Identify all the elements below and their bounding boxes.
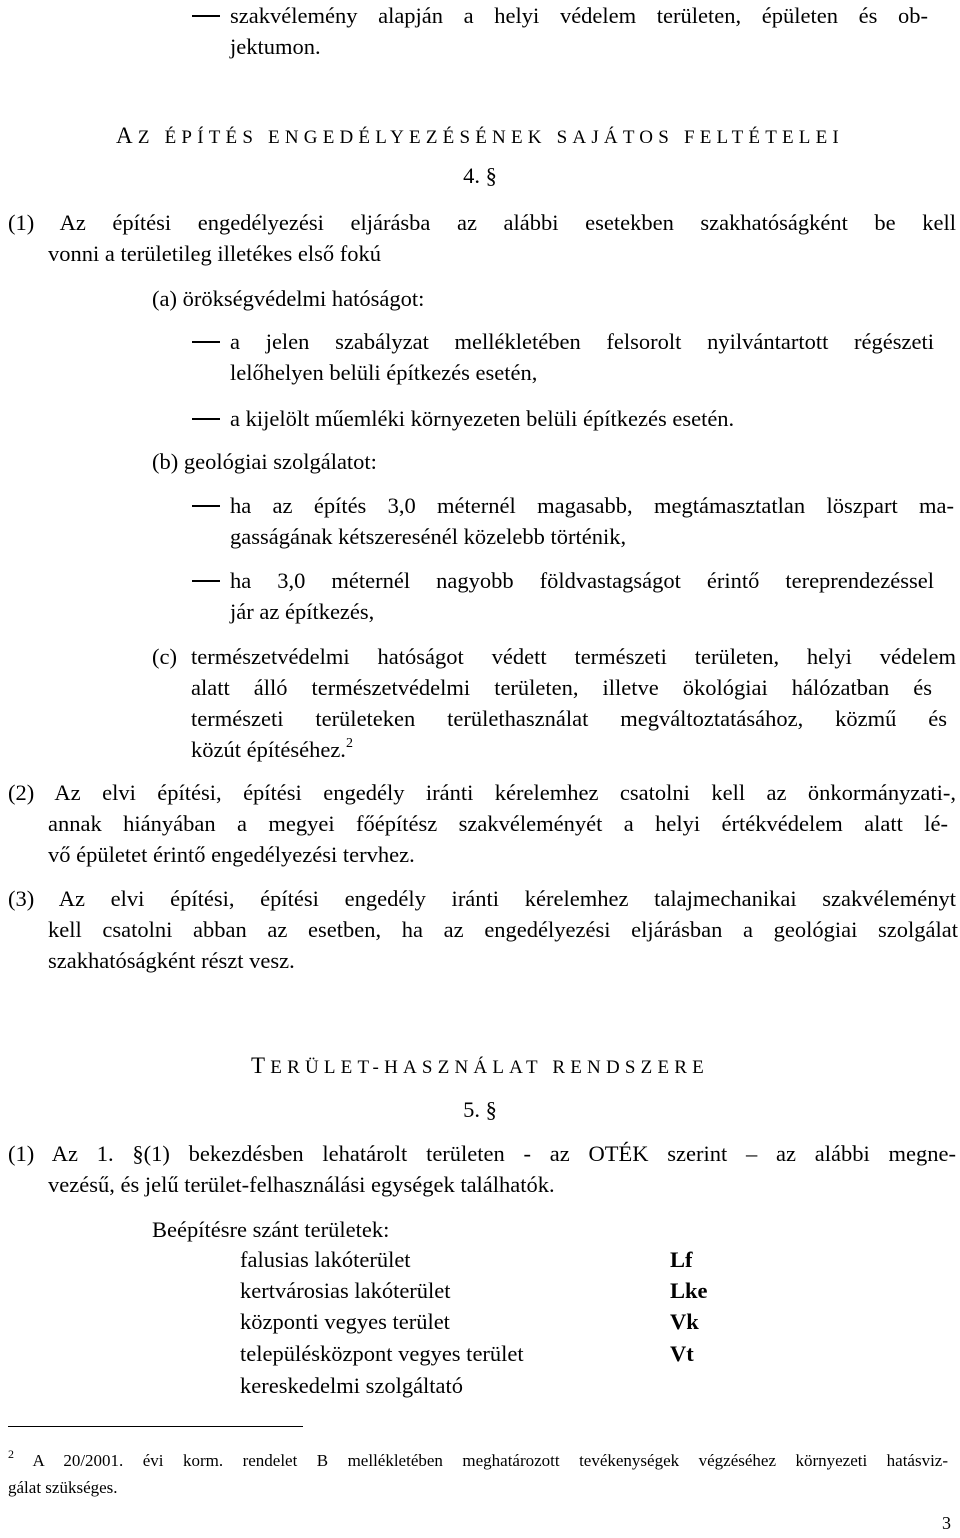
list-dash (192, 15, 220, 17)
paragraph-line: (2) Az elvi építési, építési engedély iránti kérelemhez csatolni kell az önkormányzati-, (8, 780, 956, 805)
list-item-line: lelőhelyen belüli építkezés esetén, (230, 360, 538, 385)
list-item-line: jár az építkezés, (230, 599, 375, 624)
zone-code: Vk (670, 1309, 699, 1334)
paragraph-line: vezésű, és jelű terület-felhasználási egységek találhatók. (48, 1172, 555, 1197)
section-title (0, 124, 960, 150)
list-item-line: gasságának kétszeresénél közelebb történik, (230, 524, 627, 549)
paragraph-line: vő épületet érintő engedélyezési tervhez. (48, 842, 415, 867)
footnote-ref: 2 (345, 736, 353, 751)
list-item-line: ha 3,0 méternél nagyobb földvastagságot érintő tereprendezéssel (230, 568, 934, 593)
subpoint-line: alatt álló természetvédelmi területen, illetve ökológiai hálózatban és (191, 675, 932, 700)
zone-name: központi vegyes terület (240, 1309, 450, 1334)
zone-name: kereskedelmi szolgáltató (240, 1373, 464, 1398)
paragraph-line: szakhatóságként részt vesz. (48, 948, 295, 973)
zone-name: falusias lakóterület (240, 1247, 411, 1272)
list-item-line: ha az építés 3,0 méternél magasabb, megtámasztatlan löszpart ma- (230, 493, 954, 518)
footnote-line (8, 1448, 948, 1475)
page-number: 3 (942, 1513, 951, 1533)
footnote-number: 2 (8, 1447, 14, 1461)
section-number: 5. § (463, 1097, 497, 1122)
subpoint-line (191, 734, 353, 769)
subpoint-label: (b) geológiai szolgálatot: (152, 449, 377, 474)
zone-name: településközpont vegyes terület (240, 1341, 524, 1366)
section-title (0, 1054, 960, 1080)
zone-code: Lf (670, 1247, 693, 1272)
section-title-initial: A (116, 123, 138, 148)
intro-line: jektumon. (230, 34, 321, 59)
footnote (8, 1448, 948, 1501)
zone-code: Vt (670, 1341, 694, 1366)
paragraph-line: (1) Az építési engedélyezési eljárásba az alábbi esetekben szakhatóságként be kell (8, 210, 956, 235)
subpoint-line: természeti területeken területhasználat megváltoztatásához, közmű és (191, 706, 947, 731)
list-dash (192, 341, 220, 343)
footnote-line: gálat szükséges. (8, 1478, 118, 1497)
zone-name: kertvárosias lakóterület (240, 1278, 451, 1303)
paragraph-line: (3) Az elvi építési, építési engedély iránti kérelemhez talajmechanikai szakvéleményt (8, 886, 956, 911)
intro-line: szakvélemény alapján a helyi védelem területen, épületen és ob- (230, 3, 928, 28)
zones-heading: Beépítésre szánt területek: (152, 1217, 390, 1242)
list-item-line: a kijelölt műemléki környezeten belüli építkezés esetén. (230, 406, 735, 431)
zone-code: Lke (670, 1278, 708, 1303)
list-dash (192, 580, 220, 582)
list-dash (192, 418, 220, 420)
list-item-line: a jelen szabályzat mellékletében felsorolt nyilvántartott régészeti (230, 329, 934, 354)
subpoint-label: (c) (152, 644, 177, 669)
subpoint-line: természetvédelmi hatóságot védett természeti területen, helyi védelem (191, 644, 956, 669)
paragraph-line: annak hiányában a megyei főépítész szakvéleményét a helyi értékvédelem alatt lé- (48, 811, 948, 836)
subpoint-label: (a) örökségvédelmi hatóságot: (152, 286, 425, 311)
subpoint-line-text: közút építéséhez. (191, 737, 346, 762)
section-title-rest: ERÜLET-HASZNÁLAT RENDSZERE (270, 1057, 709, 1078)
paragraph-line: (1) Az 1. §(1) bekezdésben lehatárolt területen - az OTÉK szerint – az alábbi megne- (8, 1141, 956, 1166)
footnote-text: A 20/2001. évi korm. rendelet B mellékletében meghatározott tevékenységek végzéséhez környezeti hatásviz- (32, 1451, 949, 1470)
paragraph-line: vonni a területileg illetékes első fokú (48, 241, 382, 266)
footnote-separator (8, 1426, 303, 1427)
section-title-rest: Z ÉPÍTÉS ENGEDÉLYEZÉSÉNEK SAJÁTOS FELTÉTELEI (137, 127, 844, 148)
list-dash (192, 505, 220, 507)
section-number: 4. § (463, 163, 497, 188)
paragraph-line: kell csatolni abban az esetben, ha az engedélyezési eljárásban a geológiai szolgálat (48, 917, 958, 942)
section-title-initial: T (251, 1053, 271, 1078)
